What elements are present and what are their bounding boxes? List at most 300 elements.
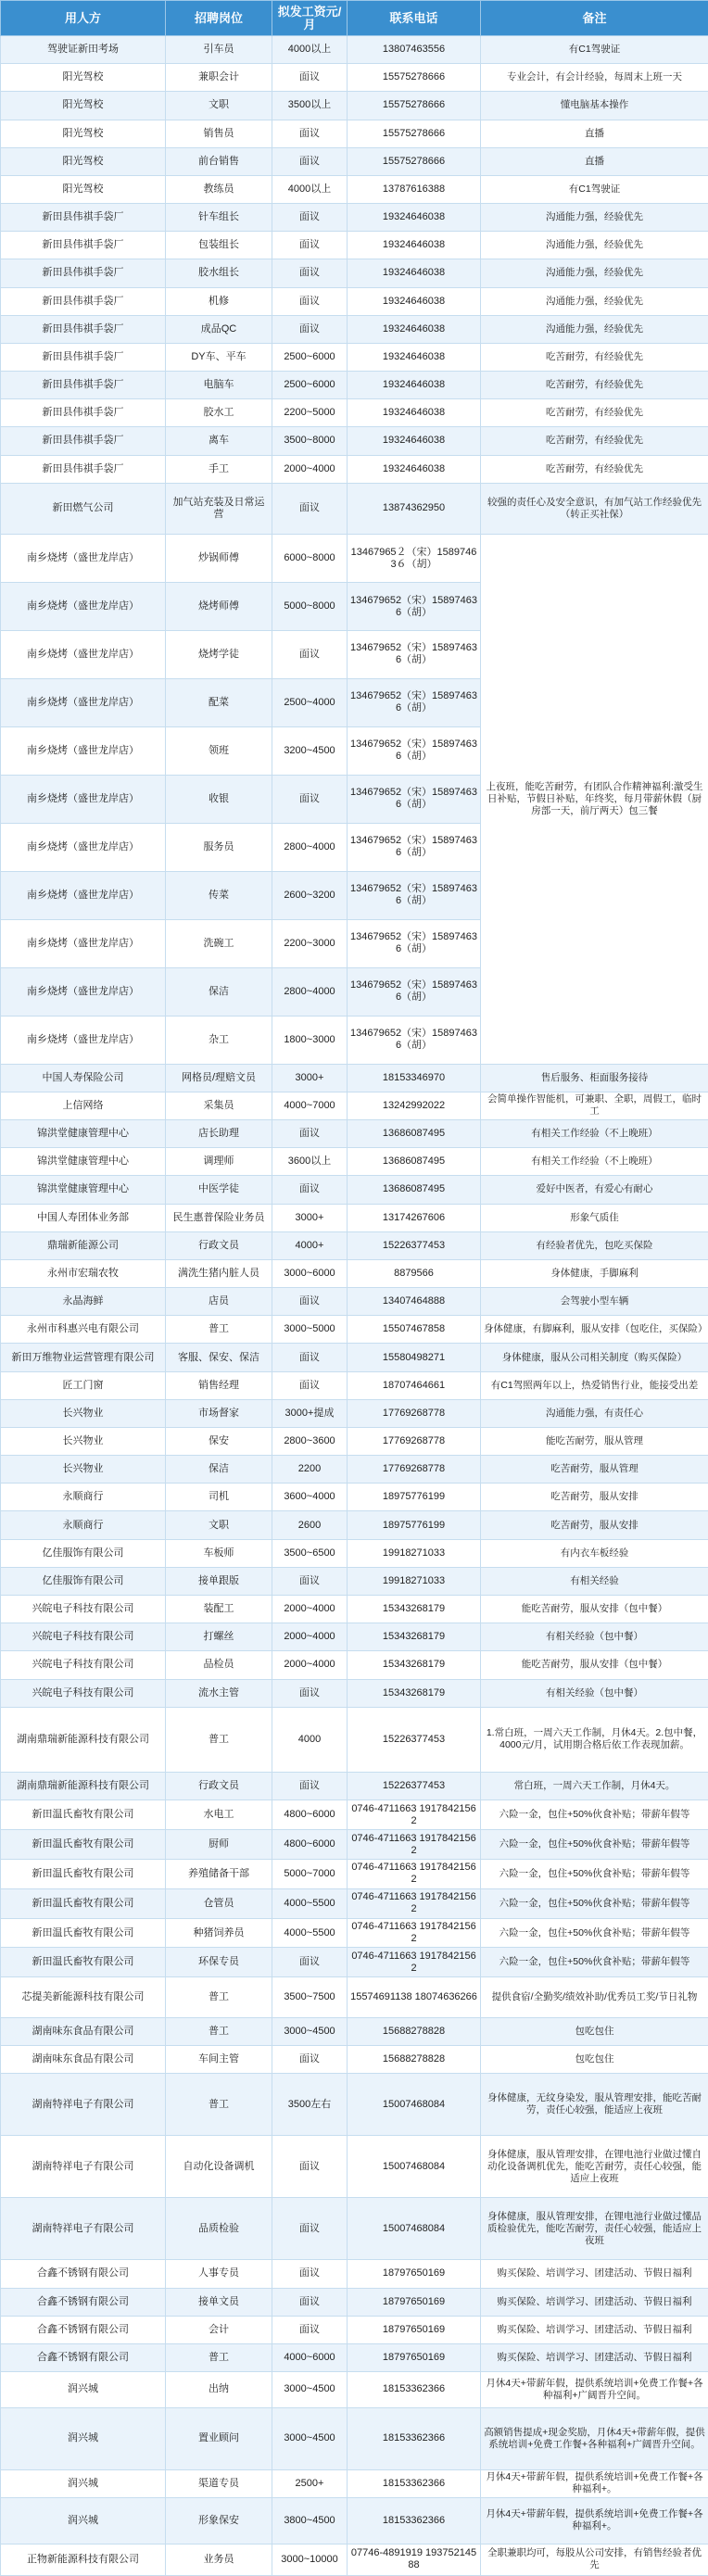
cell-company: 驾驶证新田考场 <box>1 36 166 64</box>
cell-company: 新田县伟祺手袋厂 <box>1 315 166 343</box>
cell-note: 包吃包住 <box>481 2017 708 2045</box>
cell-position: 环保专员 <box>166 1948 272 1977</box>
cell-company: 新田县伟祺手袋厂 <box>1 204 166 232</box>
cell-position: 洗碗工 <box>166 919 272 967</box>
cell-note: 直播 <box>481 120 708 147</box>
table-row <box>1 1539 708 1567</box>
table-row <box>1 2407 708 2469</box>
cell-note: 有相关经验（包中餐） <box>481 1679 708 1707</box>
table-header <box>1 1 708 36</box>
cell-phone: 15507467858 <box>348 1316 481 1344</box>
cell-salary: 2600 <box>272 1511 348 1539</box>
table-row <box>1 1567 708 1595</box>
table-row <box>1 1204 708 1231</box>
cell-note: 吃苦耐劳，服从安排 <box>481 1484 708 1511</box>
cell-position: 出纳 <box>166 2372 272 2408</box>
table-row <box>1 204 708 232</box>
cell-company: 兴皖电子科技有限公司 <box>1 1651 166 1679</box>
cell-company: 新田温氏畜牧有限公司 <box>1 1948 166 1977</box>
cell-salary: 2500+ <box>272 2469 348 2497</box>
cell-phone: 0746-4711663 19178421562 <box>348 1830 481 1860</box>
cell-salary: 3500~8000 <box>272 427 348 455</box>
cell-salary: 4000~5500 <box>272 1918 348 1948</box>
cell-note: 吃苦耐劳，服从安排 <box>481 1511 708 1539</box>
cell-position: 形象保安 <box>166 2497 272 2544</box>
cell-salary: 面议 <box>272 631 348 679</box>
cell-note: 有C1驾照两年以上，热爱销售行业，能接受出差 <box>481 1371 708 1399</box>
cell-company: 新田县伟祺手袋厂 <box>1 427 166 455</box>
cell-position: 炒锅师傅 <box>166 535 272 583</box>
table-row <box>1 1344 708 1371</box>
cell-phone: 13174267606 <box>348 1204 481 1231</box>
cell-phone: 18975776199 <box>348 1484 481 1511</box>
table-row <box>1 1064 708 1092</box>
table-row <box>1 1651 708 1679</box>
table-row <box>1 399 708 427</box>
table-row <box>1 1511 708 1539</box>
cell-note: 有相关经验（包中餐） <box>481 1623 708 1651</box>
cell-note: 有相关经验 <box>481 1567 708 1595</box>
cell-company: 南乡烧烤（盛世龙岸店） <box>1 583 166 631</box>
cell-company: 芯提美新能源科技有限公司 <box>1 1977 166 2018</box>
cell-company: 合鑫不锈钢有限公司 <box>1 2288 166 2316</box>
table-row <box>1 1148 708 1176</box>
cell-note: 1.常白班，一周六天工作制，月休4天。2.包中餐，4000元/月，试用期合格后依工作表现加薪。 <box>481 1707 708 1772</box>
cell-phone: 19324646038 <box>348 399 481 427</box>
cell-position: 针车组长 <box>166 204 272 232</box>
cell-note: 形象气质佳 <box>481 1204 708 1231</box>
cell-company: 亿佳服饰有限公司 <box>1 1539 166 1567</box>
table-row <box>1 2260 708 2288</box>
table-row <box>1 1120 708 1148</box>
cell-company: 长兴物业 <box>1 1427 166 1455</box>
cell-position: 人事专员 <box>166 2260 272 2288</box>
cell-position: 杂工 <box>166 1016 272 1064</box>
cell-salary: 面议 <box>272 315 348 343</box>
cell-phone: 17769268778 <box>348 1427 481 1455</box>
table-row <box>1 1707 708 1772</box>
cell-position: 厨师 <box>166 1830 272 1860</box>
cell-position: DY车、平车 <box>166 343 272 371</box>
cell-phone: 15575278666 <box>348 64 481 92</box>
cell-phone: 15226377453 <box>348 1231 481 1259</box>
cell-position: 成品QC <box>166 315 272 343</box>
cell-salary: 3600以上 <box>272 1148 348 1176</box>
cell-note: 月休4天+带薪年假，提供系统培训+免费工作餐+各种福利+广阔晋升空间。 <box>481 2372 708 2408</box>
cell-phone: 13467965２（宋）15897463６（胡） <box>348 535 481 583</box>
cell-salary: 2800~3600 <box>272 1427 348 1455</box>
table-row <box>1 1888 708 1918</box>
cell-company: 正物新能源科技有限公司 <box>1 2544 166 2576</box>
cell-company: 新田县伟祺手袋厂 <box>1 259 166 287</box>
table-row <box>1 1595 708 1623</box>
cell-company: 阳光驾校 <box>1 64 166 92</box>
table-row <box>1 1623 708 1651</box>
cell-note: 专业会计，有会计经验，每周末上班一天 <box>481 64 708 92</box>
cell-note: 身体健康，有脚麻利，服从安排（包吃住，买保险） <box>481 1316 708 1344</box>
cell-position: 置业顾问 <box>166 2407 272 2469</box>
cell-note: 身体健康，服从管理安排，在锂电池行业做过懂自动化设备调机优先，能吃苦耐劳，责任心较强，能适应上夜班 <box>481 2136 708 2198</box>
cell-note: 吃苦耐劳，有经验优先 <box>481 372 708 399</box>
header-note: 备注 <box>481 1 708 36</box>
cell-salary: 3200~4500 <box>272 726 348 775</box>
table-row <box>1 287 708 315</box>
cell-position: 普工 <box>166 2343 272 2371</box>
cell-salary: 1800~3000 <box>272 1016 348 1064</box>
cell-note: 沟通能力强，经验优先 <box>481 259 708 287</box>
cell-company: 锦洪堂健康管理中心 <box>1 1120 166 1148</box>
cell-salary: 3500~6500 <box>272 1539 348 1567</box>
cell-salary: 面议 <box>272 1567 348 1595</box>
cell-salary: 2000~4000 <box>272 1623 348 1651</box>
table-row <box>1 1399 708 1427</box>
cell-position: 普工 <box>166 1707 272 1772</box>
cell-salary: 面议 <box>272 1288 348 1316</box>
cell-company: 阳光驾校 <box>1 175 166 203</box>
cell-phone: 15226377453 <box>348 1773 481 1800</box>
table-row <box>1 1092 708 1119</box>
cell-salary: 面议 <box>272 1679 348 1707</box>
cell-phone: 19324646038 <box>348 315 481 343</box>
cell-phone: 13686087495 <box>348 1148 481 1176</box>
cell-note: 能吃苦耐劳，服从安排（包中餐） <box>481 1595 708 1623</box>
cell-note: 六险一金，包住+50%伙食补贴；带薪年假等 <box>481 1918 708 1948</box>
cell-salary: 2000~4000 <box>272 1595 348 1623</box>
table-row <box>1 2544 708 2576</box>
cell-note: 吃苦耐劳，有经验优先 <box>481 427 708 455</box>
cell-phone: 19324646038 <box>348 204 481 232</box>
cell-phone: 134679652（宋）158974636（胡） <box>348 919 481 967</box>
cell-note: 会简单操作智能机，可兼职、全职，周假工，临时工 <box>481 1092 708 1119</box>
cell-note: 购买保险、培训学习、团建活动、节假日福利 <box>481 2343 708 2371</box>
cell-note: 身体健康，无纹身染发，服从管理安排，能吃苦耐劳，责任心较强，能适应上夜班 <box>481 2074 708 2136</box>
cell-phone: 13407464888 <box>348 1288 481 1316</box>
cell-salary: 3500以上 <box>272 92 348 120</box>
cell-position: 业务员 <box>166 2544 272 2576</box>
cell-phone: 134679652（宋）158974636（胡） <box>348 823 481 871</box>
header-position: 招聘岗位 <box>166 1 272 36</box>
cell-phone: 18797650169 <box>348 2260 481 2288</box>
cell-phone: 19324646038 <box>348 343 481 371</box>
cell-phone: 15575278666 <box>348 120 481 147</box>
cell-position: 司机 <box>166 1484 272 1511</box>
cell-note: 直播 <box>481 147 708 175</box>
cell-position: 自动化设备调机 <box>166 2136 272 2198</box>
table-row <box>1 1948 708 1977</box>
cell-phone: 134679652（宋）158974636（胡） <box>348 678 481 726</box>
cell-phone: 134679652（宋）158974636（胡） <box>348 1016 481 1064</box>
cell-salary: 3000+提成 <box>272 1399 348 1427</box>
cell-note: 六险一金，包住+50%伙食补贴；带薪年假等 <box>481 1859 708 1888</box>
cell-salary: 面议 <box>272 2288 348 2316</box>
table-row <box>1 1977 708 2018</box>
table-row <box>1 36 708 64</box>
cell-phone: 19324646038 <box>348 287 481 315</box>
header-phone: 联系电话 <box>348 1 481 36</box>
cell-salary: 2200 <box>272 1456 348 1484</box>
table-row <box>1 147 708 175</box>
cell-position: 烧烤学徒 <box>166 631 272 679</box>
cell-phone: 18797650169 <box>348 2316 481 2343</box>
cell-note: 有C1驾驶证 <box>481 36 708 64</box>
cell-phone: 18153346970 <box>348 1064 481 1092</box>
cell-company: 湖南特祥电子有限公司 <box>1 2198 166 2260</box>
cell-phone: 0746-4711663 19178421562 <box>348 1918 481 1948</box>
cell-position: 文职 <box>166 1511 272 1539</box>
table-row <box>1 1484 708 1511</box>
cell-company: 新田燃气公司 <box>1 483 166 534</box>
cell-salary: 面议 <box>272 259 348 287</box>
cell-company: 鼎瑞新能源公司 <box>1 1231 166 1259</box>
cell-phone: 134679652（宋）158974636（胡） <box>348 631 481 679</box>
cell-phone: 19918271033 <box>348 1539 481 1567</box>
cell-phone: 18153362366 <box>348 2407 481 2469</box>
cell-position: 品检员 <box>166 1651 272 1679</box>
cell-company: 中国人寿保险公司 <box>1 1064 166 1092</box>
cell-phone: 15343268179 <box>348 1595 481 1623</box>
cell-position: 接单跟版 <box>166 1567 272 1595</box>
cell-position: 包装组长 <box>166 232 272 259</box>
cell-note: 有相关工作经验（不上晚班） <box>481 1148 708 1176</box>
cell-phone: 134679652（宋）158974636（胡） <box>348 726 481 775</box>
cell-phone: 0746-4711663 19178421562 <box>348 1859 481 1888</box>
cell-position: 流水主管 <box>166 1679 272 1707</box>
cell-phone: 19324646038 <box>348 372 481 399</box>
cell-salary: 2800~4000 <box>272 823 348 871</box>
cell-salary: 2600~3200 <box>272 871 348 919</box>
cell-phone: 18153362366 <box>348 2372 481 2408</box>
cell-note: 有相关工作经验（不上晚班） <box>481 1120 708 1148</box>
cell-phone: 13874362950 <box>348 483 481 534</box>
cell-company: 湖南味东食品有限公司 <box>1 2017 166 2045</box>
cell-company: 长兴物业 <box>1 1399 166 1427</box>
cell-position: 传菜 <box>166 871 272 919</box>
cell-salary: 3600~4000 <box>272 1484 348 1511</box>
cell-company: 南乡烧烤（盛世龙岸店） <box>1 726 166 775</box>
cell-position: 引车员 <box>166 36 272 64</box>
cell-position: 车间主管 <box>166 2046 272 2074</box>
table-row <box>1 372 708 399</box>
cell-position: 配菜 <box>166 678 272 726</box>
table-row <box>1 120 708 147</box>
cell-salary: 面议 <box>272 1344 348 1371</box>
cell-note: 身体健康，手脚麻利 <box>481 1259 708 1287</box>
table-row <box>1 1773 708 1800</box>
cell-salary: 面议 <box>272 2198 348 2260</box>
cell-position: 店长助理 <box>166 1120 272 1148</box>
cell-position: 渠道专员 <box>166 2469 272 2497</box>
cell-phone: 0746-4711663 19178421562 <box>348 1948 481 1977</box>
cell-position: 店员 <box>166 1288 272 1316</box>
table-row <box>1 315 708 343</box>
cell-phone: 07746-4891919 19375214588 <box>348 2544 481 2576</box>
cell-salary: 5000~7000 <box>272 1859 348 1888</box>
cell-phone: 134679652（宋）158974636（胡） <box>348 775 481 823</box>
cell-phone: 8879566 <box>348 1259 481 1287</box>
cell-note: 较强的责任心及安全意识，有加气站工作经验优先（转正买社保） <box>481 483 708 534</box>
cell-salary: 2500~6000 <box>272 372 348 399</box>
cell-salary: 6000~8000 <box>272 535 348 583</box>
cell-note: 身体健康，服从公司相关制度（购买保险） <box>481 1344 708 1371</box>
cell-note: 六险一金，包住+50%伙食补贴；带薪年假等 <box>481 1948 708 1977</box>
cell-salary: 4000~6000 <box>272 2343 348 2371</box>
cell-position: 领班 <box>166 726 272 775</box>
cell-position: 胶水组长 <box>166 259 272 287</box>
cell-salary: 4800~6000 <box>272 1800 348 1830</box>
table-row <box>1 2288 708 2316</box>
cell-phone: 15575278666 <box>348 92 481 120</box>
cell-note-merged: 上夜班，能吃苦耐劳，有团队合作精神福利:激受生日补贴，节假日补贴，年终奖，每月带薪休假（厨房部一天，前厅两天）包三餐 <box>481 535 708 1065</box>
cell-note: 沟通能力强，有责任心 <box>481 1399 708 1427</box>
cell-salary: 2200~3000 <box>272 919 348 967</box>
cell-salary: 3000+ <box>272 1064 348 1092</box>
cell-salary: 3500~7500 <box>272 1977 348 2018</box>
cell-phone: 15343268179 <box>348 1651 481 1679</box>
cell-position: 收银 <box>166 775 272 823</box>
cell-note: 全职兼职均可，每股从公司安排，有销售经验者优先 <box>481 2544 708 2576</box>
cell-company: 合鑫不锈钢有限公司 <box>1 2316 166 2343</box>
cell-company: 南乡烧烤（盛世龙岸店） <box>1 823 166 871</box>
cell-position: 电脑车 <box>166 372 272 399</box>
table-row <box>1 232 708 259</box>
cell-note: 沟通能力强，经验优先 <box>481 204 708 232</box>
cell-company: 永晶海鲜 <box>1 1288 166 1316</box>
cell-company: 永顺商行 <box>1 1511 166 1539</box>
cell-position: 加气站充装及日常运营 <box>166 483 272 534</box>
cell-salary: 面议 <box>272 2136 348 2198</box>
cell-salary: 3800~4500 <box>272 2497 348 2544</box>
cell-position: 仓管员 <box>166 1888 272 1918</box>
cell-note: 会驾驶小型车辆 <box>481 1288 708 1316</box>
cell-company: 新田县伟祺手袋厂 <box>1 372 166 399</box>
cell-company: 新田县伟祺手袋厂 <box>1 399 166 427</box>
cell-position: 文职 <box>166 92 272 120</box>
cell-salary: 2000~4000 <box>272 1651 348 1679</box>
cell-company: 南乡烧烤（盛世龙岸店） <box>1 631 166 679</box>
cell-note: 常白班，一周六天工作制，月休4天。 <box>481 1773 708 1800</box>
cell-phone: 15343268179 <box>348 1679 481 1707</box>
cell-salary: 面议 <box>272 64 348 92</box>
header-company: 用人方 <box>1 1 166 36</box>
table-row <box>1 2469 708 2497</box>
cell-phone: 15688278828 <box>348 2017 481 2045</box>
cell-salary: 4000~7000 <box>272 1092 348 1119</box>
cell-position: 手工 <box>166 455 272 483</box>
cell-position: 烧烤师傅 <box>166 583 272 631</box>
cell-company: 南乡烧烤（盛世龙岸店） <box>1 1016 166 1064</box>
table-row <box>1 259 708 287</box>
cell-note: 售后服务、柜面服务接待 <box>481 1064 708 1092</box>
cell-company: 南乡烧烤（盛世龙岸店） <box>1 919 166 967</box>
cell-salary: 面议 <box>272 1773 348 1800</box>
cell-note: 爱好中医者，有爱心有耐心 <box>481 1176 708 1204</box>
table-row <box>1 427 708 455</box>
cell-salary: 4000以上 <box>272 175 348 203</box>
cell-company: 湖南特祥电子有限公司 <box>1 2136 166 2198</box>
cell-position: 打螺丝 <box>166 1623 272 1651</box>
cell-position: 兼职会计 <box>166 64 272 92</box>
table-row <box>1 1288 708 1316</box>
cell-position: 教练员 <box>166 175 272 203</box>
cell-salary: 面议 <box>272 232 348 259</box>
cell-company: 新田温氏畜牧有限公司 <box>1 1859 166 1888</box>
cell-phone: 18153362366 <box>348 2497 481 2544</box>
cell-note: 有经验者优先，包吃买保险 <box>481 1231 708 1259</box>
cell-phone: 134679652（宋）158974636（胡） <box>348 583 481 631</box>
cell-note: 购买保险、培训学习、团建活动、节假日福利 <box>481 2316 708 2343</box>
table-row <box>1 2343 708 2371</box>
cell-position: 普工 <box>166 1316 272 1344</box>
cell-note: 月休4天+带薪年假，提供系统培训+免费工作餐+各种福利+。 <box>481 2497 708 2544</box>
cell-phone: 19918271033 <box>348 1567 481 1595</box>
cell-company: 湖南味东食品有限公司 <box>1 2046 166 2074</box>
cell-note: 有内衣车板经验 <box>481 1539 708 1567</box>
cell-company: 新田温氏畜牧有限公司 <box>1 1888 166 1918</box>
cell-company: 亿佳服饰有限公司 <box>1 1567 166 1595</box>
cell-salary: 3000~4500 <box>272 2372 348 2408</box>
cell-company: 润兴城 <box>1 2497 166 2544</box>
cell-salary: 4800~6000 <box>272 1830 348 1860</box>
cell-note: 六险一金，包住+50%伙食补贴；带薪年假等 <box>481 1888 708 1918</box>
table-row <box>1 2046 708 2074</box>
table-row <box>1 64 708 92</box>
cell-phone: 18707464661 <box>348 1371 481 1399</box>
cell-position: 调理师 <box>166 1148 272 1176</box>
cell-phone: 19324646038 <box>348 232 481 259</box>
cell-phone: 19324646038 <box>348 427 481 455</box>
cell-position: 养殖储备干部 <box>166 1859 272 1888</box>
cell-note: 吃苦耐劳，有经验优先 <box>481 399 708 427</box>
cell-position: 销售员 <box>166 120 272 147</box>
cell-position: 行政文员 <box>166 1231 272 1259</box>
table-row <box>1 1176 708 1204</box>
table-row <box>1 1231 708 1259</box>
cell-position: 会计 <box>166 2316 272 2343</box>
cell-company: 新田温氏畜牧有限公司 <box>1 1800 166 1830</box>
table-row <box>1 1316 708 1344</box>
table-row <box>1 1371 708 1399</box>
table-row <box>1 2497 708 2544</box>
cell-note: 购买保险、培训学习、团建活动、节假日福利 <box>481 2260 708 2288</box>
cell-company: 润兴城 <box>1 2407 166 2469</box>
cell-salary: 面议 <box>272 147 348 175</box>
cell-note: 有C1驾驶证 <box>481 175 708 203</box>
cell-phone: 13787616388 <box>348 175 481 203</box>
cell-salary: 面议 <box>272 287 348 315</box>
cell-salary: 面议 <box>272 1371 348 1399</box>
cell-position: 品质检验 <box>166 2198 272 2260</box>
cell-note: 身体健康，服从管理安排，在锂电池行业做过懂品质检验优先，能吃苦耐劳，责任心较强，能适应上夜班 <box>481 2198 708 2260</box>
table-row <box>1 1427 708 1455</box>
cell-position: 水电工 <box>166 1800 272 1830</box>
cell-salary: 4000~5500 <box>272 1888 348 1918</box>
cell-company: 兴皖电子科技有限公司 <box>1 1679 166 1707</box>
cell-position: 普工 <box>166 1977 272 2018</box>
cell-salary: 面议 <box>272 1948 348 1977</box>
table-row <box>1 1259 708 1287</box>
cell-salary: 面议 <box>272 2046 348 2074</box>
cell-salary: 面议 <box>272 204 348 232</box>
cell-company: 新田温氏畜牧有限公司 <box>1 1830 166 1860</box>
cell-position: 普工 <box>166 2017 272 2045</box>
cell-company: 匠工门窗 <box>1 1371 166 1399</box>
cell-note: 六险一金，包住+50%伙食补贴；带薪年假等 <box>481 1800 708 1830</box>
cell-position: 民生惠普保险业务员 <box>166 1204 272 1231</box>
cell-position: 行政文员 <box>166 1773 272 1800</box>
cell-company: 南乡烧烤（盛世龙岸店） <box>1 871 166 919</box>
cell-company: 上信网络 <box>1 1092 166 1119</box>
cell-company: 南乡烧烤（盛世龙岸店） <box>1 775 166 823</box>
